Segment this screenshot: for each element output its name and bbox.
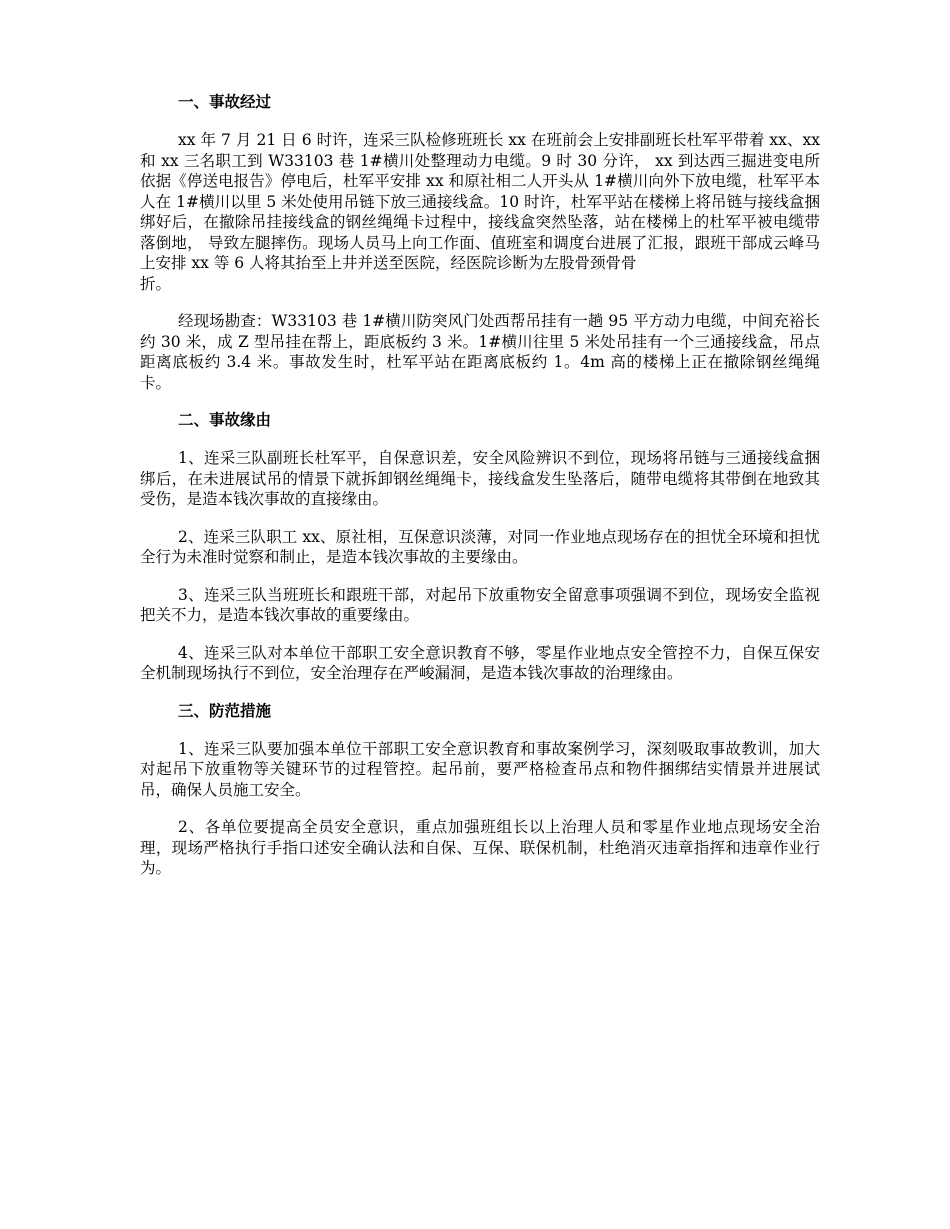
section-accident-process: [140, 92, 820, 393]
section-heading: 一、事故经过: [178, 93, 272, 111]
paragraph: 1、连采三队要加强本单位干部职工安全意识教育和事故案例学习，深刻吸取事故教训，加大对起吊下放重物等关键环节的过程管控。起吊前，要严格检查吊点和物件捆绑结实情景并进展试吊，确保人员施工安全。: [140, 739, 820, 799]
paragraph: xx 年 7 月 21 日 6 时许，连采三队检修班班长 xx 在班前会上安排副班长杜军平带着 xx、xx 和 xx 三名职工到 W33103 巷 1#横川处整理动力电缆。9 时 30 分许， xx 到达西三掘进变电所依据《停送电报告》停电后，杜军平安排 xx 和原社相二人开头从 1#横川向外下放电缆，杜军平本人在 1#横川以里 5 米处使用吊链下放三通接线盒。10 时许，杜军平站在楼梯上将吊链与接线盒捆绑好后，在撤除吊挂接线盒的钢丝绳绳卡过程中，接线盒突然坠落，站在楼梯上的杜军平被电缆带落倒地， 导致左腿摔伤。现场人员马上向工作面、值班室和调度台进展了汇报，跟班干部成云峰马上安排 xx 等 6 人将其抬至上井并送至医院，经医院诊断为左股骨颈骨骨 折。: [140, 131, 820, 293]
paragraph: 2、连采三队职工 xx、原社相，互保意识淡薄，对同一作业地点现场存在的担忧全环境和担忧全行为未准时觉察和制止，是造本钱次事故的主要缘由。: [140, 527, 820, 566]
paragraph: 2、各单位要提高全员安全意识，重点加强班组长以上治理人员和零星作业地点现场安全治理，现场严格执行手指口述安全确认法和自保、互保、联保机制，杜绝消灭违章指挥和违章作业行为。: [140, 818, 820, 877]
paragraph: 4、连采三队对本单位干部职工安全意识教育不够，零星作业地点安全管控不力，自保互保安全机制现场执行不到位，安全治理存在严峻漏洞，是造本钱次事故的治理缘由。: [140, 643, 820, 682]
section-prevention-measures: [140, 701, 820, 879]
section-heading: 二、事故缘由: [178, 411, 272, 429]
paragraph: 1、连采三队副班长杜军平，自保意识差，安全风险辨识不到位，现场将吊链与三通接线盒捆绑后，在未进展试吊的情景下就拆卸钢丝绳绳卡，接线盒发生坠落后，随带电缆将其带倒在地致其受伤，是造本钱次事故的直接缘由。: [140, 449, 820, 508]
paragraph: 经现场勘查：W33103 巷 1#横川防突风门处西帮吊挂有一趟 95 平方动力电缆，中间充裕长约 30 米，成 Z 型吊挂在帮上，距底板约 3 米。1#横川往里 5 米处吊挂有一个三通接线盒，吊点距离底板约 3.4 米。事故发生时，杜军平站在距离底板约 1。4m 高的楼梯上正在撤除钢丝绳绳卡。: [140, 312, 820, 392]
paragraph: 3、连采三队当班班长和跟班干部，对起吊下放重物安全留意事项强调不到位，现场安全监视把关不力，是造本钱次事故的重要缘由。: [140, 585, 820, 624]
section-heading: 三、防范措施: [178, 701, 272, 720]
document-body: [140, 92, 820, 896]
section-accident-cause: [140, 410, 820, 684]
